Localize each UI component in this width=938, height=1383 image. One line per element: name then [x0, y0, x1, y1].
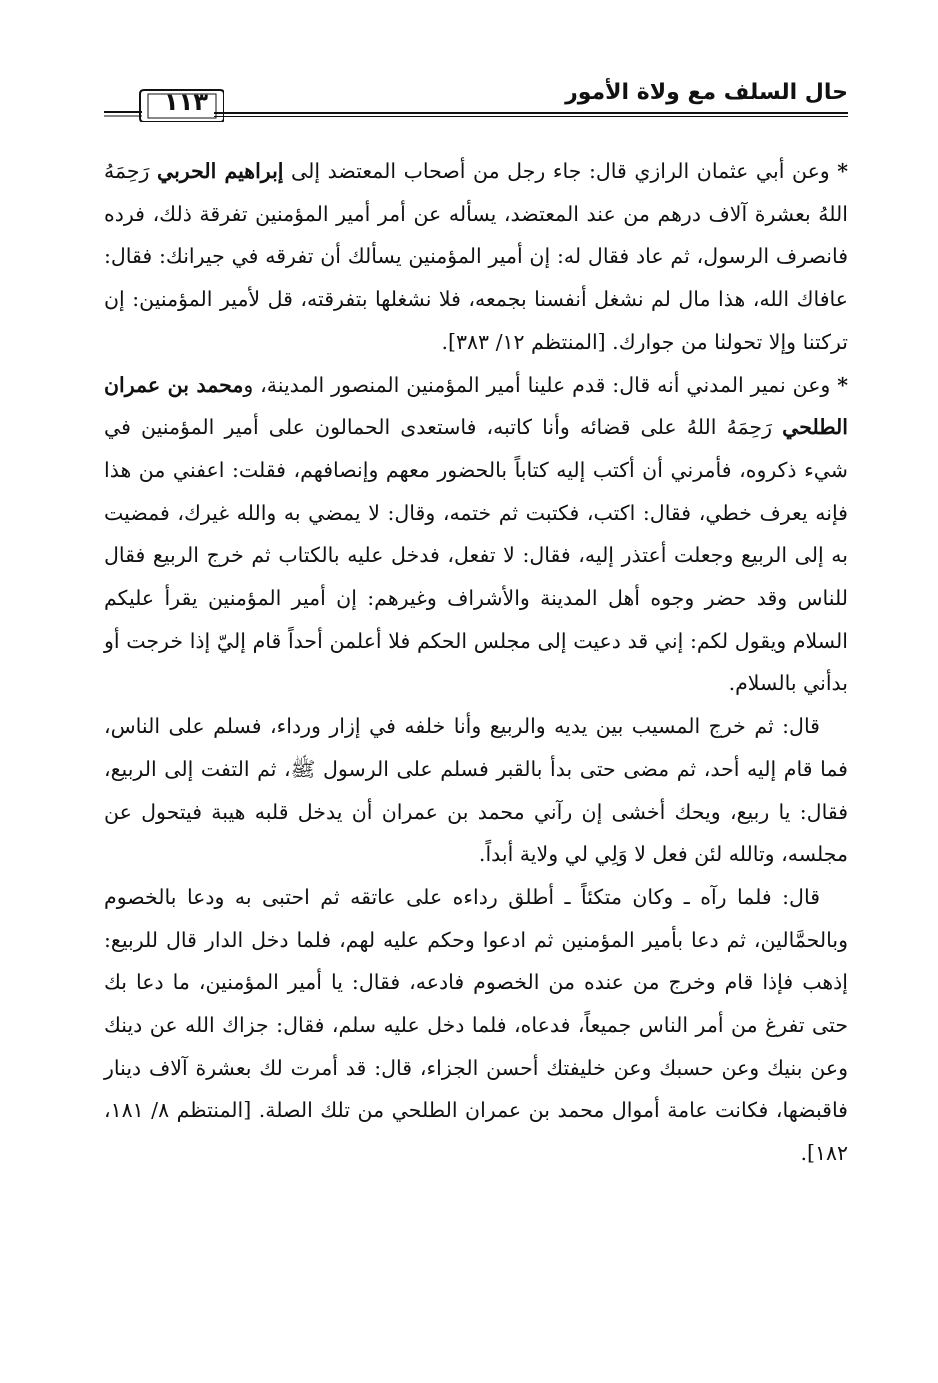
paragraph-text: رَحِمَهُ اللهُ بعشرة آلاف درهم من عند المعتضد، يسأله عن أمر أمير المؤمنين تفرقة ذلك، فرده فانصرف الرسول، ثم عاد فقال له: إن أمير المؤمنين يسألك أن تفرقه في جيرانك: فقال: عافاك الله، هذا مال لم نشغل أنفسنا بجمعه، فلا نشغلها بتفرقته، قل لأمير المؤمنين: إن تركتنا وإلا تحولنا من جوارك. [المنتظم ١٢/ ٣٨٣]. — [104, 159, 848, 354]
bullet-star: * — [837, 159, 848, 183]
running-header — [104, 72, 848, 124]
page-body — [104, 150, 848, 1175]
paragraph-text: قال: فلما رآه ـ وكان متكئاً ـ أطلق رداءه على عاتقه ثم احتبى به ودعا بالخصوم وبالحمَّالين، ثم دعا بأمير المؤمنين ثم ادعوا وحكم عليه لهم، فلما دخل الدار قال للربيع: إذهب فإذا قام وخرج من عنده من الخصوم فادعه، فقال: يا أمير المؤمنين، ما دعا بك حتى تفرغ من أمر الناس جميعاً، فدعاه، فلما دخل عليه سلم، فقال: جزاك الله عن دينك وعن بنيك وعن حسبك وعن خليفتك أحسن الجزاء، قال: قد أمرت لك بعشرة آلاف دينار فاقبضها، فكانت عامة أموال محمد بن عمران الطلحي من تلك الصلة. [المنتظم ٨/ ١٨١، ١٨٢]. — [104, 884, 848, 1166]
chapter-title: حال السلف مع ولاة الأمور — [565, 80, 848, 105]
page-number-frame — [104, 86, 224, 122]
paragraph-text: وعن أبي عثمان الرازي قال: جاء رجل من أصحاب المعتضد إلى — [283, 159, 830, 183]
paragraph-2 — [104, 364, 848, 706]
page-number: ١١٣ — [164, 88, 208, 116]
bullet-star: * — [837, 372, 848, 397]
header-rule-thin — [214, 116, 848, 117]
person-name: محمد بن عمران الطلحي — [104, 372, 848, 440]
paragraph-1 — [104, 150, 848, 364]
paragraph-4 — [104, 876, 848, 1175]
header-rule — [214, 112, 848, 114]
person-name: إبراهيم الحربي — [156, 159, 284, 183]
paragraph-text: رَحِمَهُ اللهُ على قضائه وأنا كاتبه، فاستعدى الحمالون على أمير المؤمنين في شيء ذكروه، فأمرني أن أكتب إليه كتاباً بالحضور معهم وإنصافهم، فقلت: اعفني من هذا فإنه يعرف خطي، فقال: اكتب، فكتبت ثم ختمه، وقال: لا يمضي به والله غيرك، فمضيت به إلى الربيع وجعلت أعتذر إليه، فقال: لا تفعل، فدخل عليه بالكتاب ثم خرج الربيع فقال للناس وقد حضر وجوه أهل المدينة والأشراف وغيرهم: إن أمير المؤمنين يقرأ عليكم السلام ويقول لكم: إني قد دعيت إلى مجلس الحكم فلا أعلمن أحداً قام إليّ إذا خرجت أو بدأني بالسلام. — [104, 415, 848, 696]
paragraph-3 — [104, 705, 848, 876]
paragraph-text: قال: ثم خرج المسيب بين يديه والربيع وأنا خلفه في إزار ورداء، فسلم على الناس، فما قام إليه أحد، ثم مضى حتى بدأ بالقبر فسلم على الرسول ﷺ، ثم التفت إلى الربيع، فقال: يا ربيع، ويحك أخشى إن رآني محمد بن عمران أن يدخل قلبه هيبة فيتحول عن مجلسه، وتالله لئن فعل لا وَلِي لي ولاية أبداً. — [104, 714, 848, 867]
paragraph-text: وعن نمير المدني أنه قال: قدم علينا أمير المؤمنين المنصور المدينة، و — [243, 372, 831, 397]
